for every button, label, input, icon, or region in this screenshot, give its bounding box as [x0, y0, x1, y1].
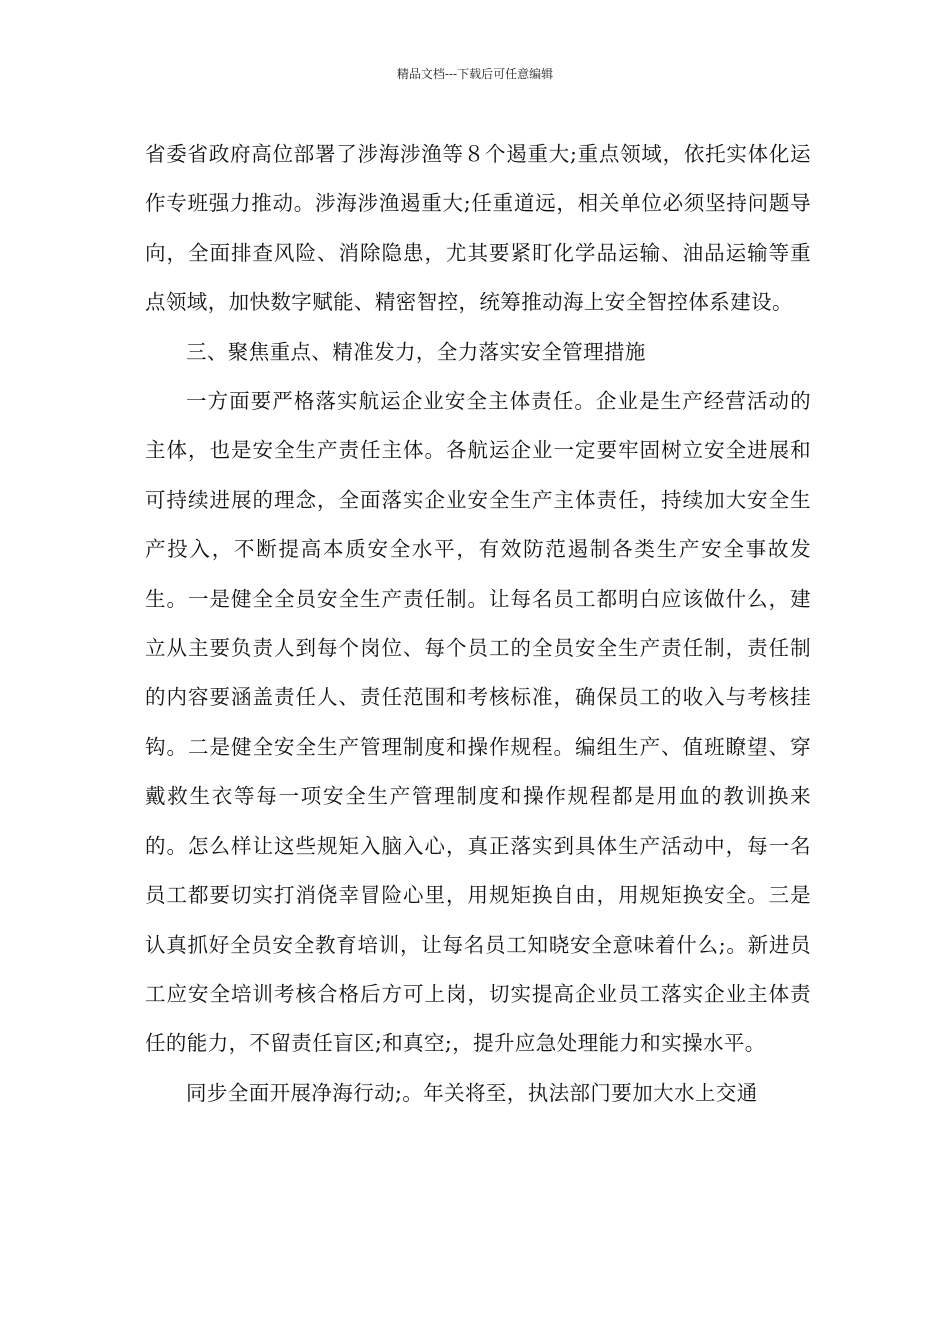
paragraph-enterprise-responsibility: 一方面要严格落实航运企业安全主体责任。企业是生产经营活动的主体，也是安全生产责任主体。各航运企业一定要牢固树立安全进展和可持续进展的理念，全面落实企业安全生产主体责任，持续加大安全生产投入，不断提高本质安全水平，有效防范遏制各类生产安全事故发生。一是健全全员安全生产责任制。让每名员工都明白应该做什么，建立从主要负责人到每个岗位、每个员工的全员安全生产责任制，责任制的内容要涵盖责任人、责任范围和考核标准，确保员工的收入与考核挂钩。二是健全安全生产管理制度和操作规程。编组生产、值班瞭望、穿戴救生衣等每一项安全生产管理制度和操作规程都是用血的教训换来的。怎么样让这些规矩入脑入心，真正落实到具体生产活动中，每一名员工都要切实打消侥幸冒险心里，用规矩换自由，用规矩换安全。三是认真抓好全员安全教育培训，让每名员工知晓安全意味着什么;。新进员工应安全培训考核合格后方可上岗，切实提高企业员工落实企业主体责任的能力，不留责任盲区;和真空;，提升应急处理能力和实操水平。: [145, 389, 811, 1056]
page-header: 精品文档---下载后可任意编辑: [396, 67, 554, 81]
paragraph-clean-sea-action: 同步全面开展净海行动;。年关将至，执法部门要加大水上交通: [186, 1080, 758, 1105]
document-body: [145, 130, 811, 1118]
section-heading: 三、聚焦重点、精准发力，全力落实安全管理措施: [186, 339, 646, 364]
paragraph-continued: 省委省政府高位部署了涉海涉渔等８个遏重大;重点领域，依托实体化运作专班强力推动。涉海涉渔遏重大;任重道远，相关单位必须坚持问题导向，全面排查风险、消除隐患，尤其要紧盯化学品运输、油品运输等重点领域，加快数字赋能、精密智控，统筹推动海上安全智控体系建设。: [145, 142, 811, 315]
